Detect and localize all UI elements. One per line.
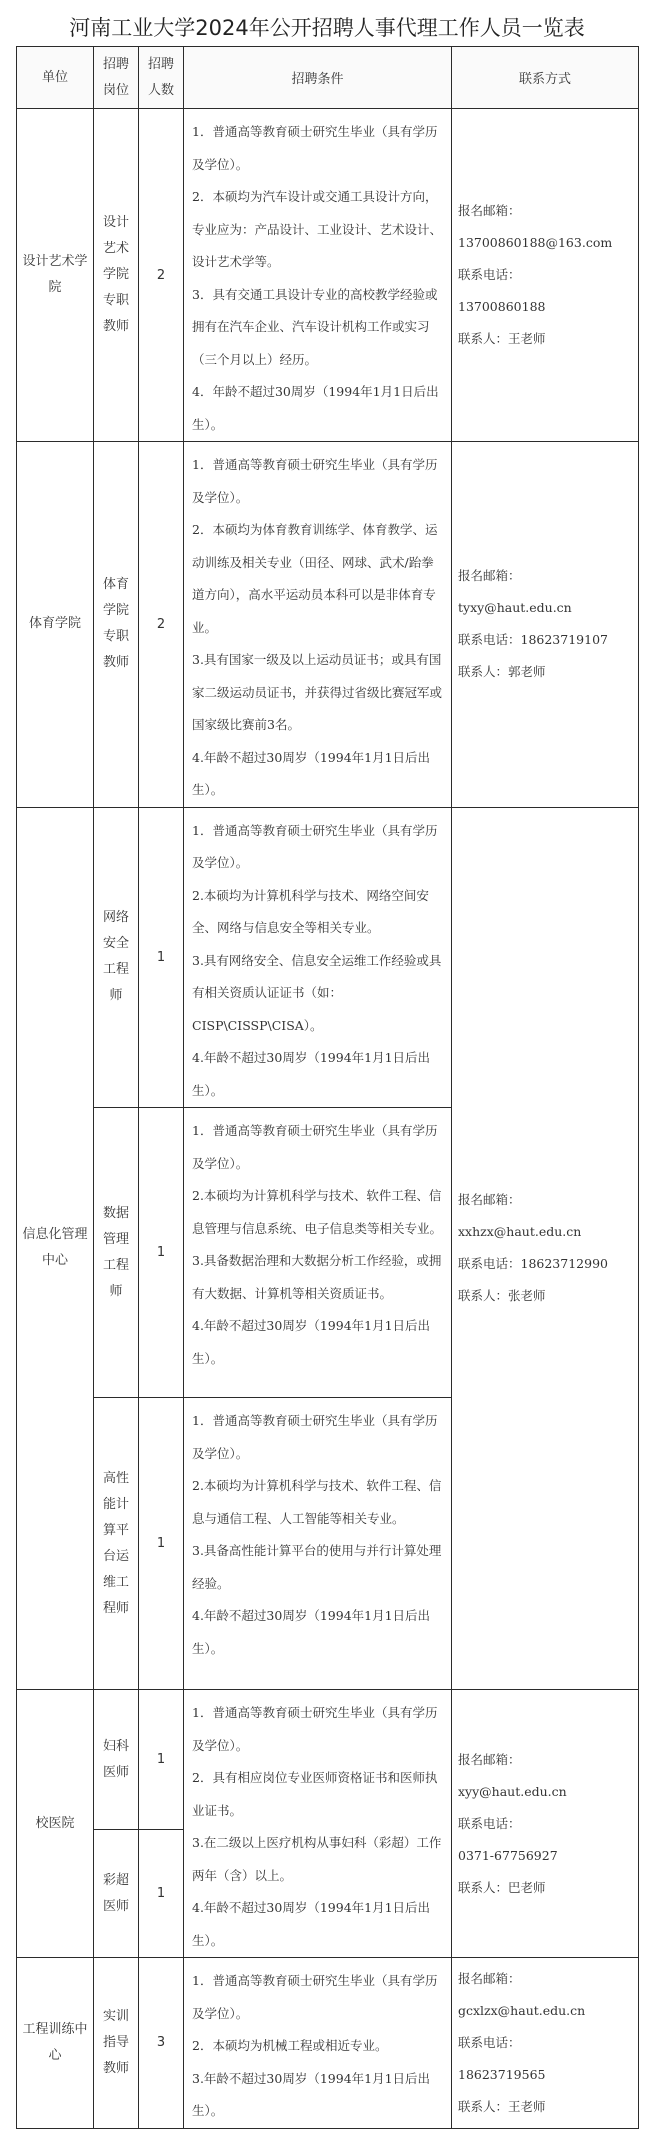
requirement-item: 2．本硕均为汽车设计或交通工具设计方向，专业应为：产品设计、工业设计、艺术设计、设计艺术学等。 (192, 189, 443, 269)
requirement-item: 1．普通高等教育硕士研究生毕业（具有学历及学位）。 (192, 1123, 438, 1171)
requirement-item: 2.本硕均为计算机科学与技术、软件工程、信息管理与信息系统、电子信息类等相关专业。 (192, 1188, 443, 1236)
position-cell: 高性能计算平台运维工程师 (94, 1398, 139, 1690)
count-cell: 1 (139, 1108, 184, 1398)
recruitment-table (16, 46, 639, 2129)
contact-line: 报名邮箱： (458, 203, 521, 218)
table-row (17, 1958, 639, 2129)
unit-cell: 校医院 (17, 1690, 94, 1958)
contact-phone: 联系电话：18623719107 (458, 632, 608, 648)
contact-cell (452, 1958, 639, 2129)
contact-email[interactable]: 13700860188@163.com (458, 235, 613, 250)
requirement-item: 4.年龄不超过30周岁（1994年1月1日后出生）。 (192, 1900, 431, 1948)
table-row (17, 1690, 639, 1830)
contact-email[interactable]: tyxy@haut.edu.cn (458, 600, 572, 616)
requirement-item: 1．普通高等教育硕士研究生毕业（具有学历及学位）。 (192, 1705, 438, 1753)
unit-cell: 设计艺术学院 (17, 109, 94, 442)
requirement-item: 3.具备数据治理和大数据分析工作经验，或拥有大数据、计算机等相关资质证书。 (192, 1253, 442, 1301)
requirement-item: 2.本硕均为计算机科学与技术、网络空间安全、网络与信息安全等相关专业。 (192, 887, 429, 935)
requirement-item: 2.本硕均为计算机科学与技术、软件工程、信息与通信工程、人工智能等相关专业。 (192, 1478, 442, 1526)
position-cell: 设计艺术学院专职教师 (94, 109, 139, 442)
page-title: 河南工业大学2024年公开招聘人事代理工作人员一览表 (69, 16, 585, 40)
requirement-item: 4.年龄不超过30周岁（1994年1月1日后出生）。 (192, 749, 431, 797)
requirement-item: 1．普通高等教育硕士研究生毕业（具有学历及学位）。 (192, 1413, 438, 1461)
requirement-item: 4.年龄不超过30周岁（1994年1月1日后出生）。 (192, 1050, 431, 1098)
requirement-item: 3.具备高性能计算平台的使用与并行计算处理经验。 (192, 1543, 442, 1591)
requirement-item: 4．年龄不超过30周岁（1994年1月1日后出生）。 (192, 384, 439, 432)
table-header-row (17, 47, 639, 109)
position-cell: 妇科医师 (94, 1690, 139, 1830)
count-cell: 1 (139, 1690, 184, 1830)
count-cell: 2 (139, 109, 184, 442)
contact-cell (452, 109, 639, 442)
contact-phone: 联系电话：18623712990 (458, 1256, 608, 1272)
contact-phone: 13700860188 (458, 299, 546, 314)
table-row (17, 442, 639, 808)
requirements-cell (184, 1108, 452, 1398)
contact-phone: 0371-67756927 (458, 1847, 558, 1863)
requirement-item: 2．本硕均为体育教育训练学、体育教学、运动训练及相关专业（田径、网球、武术/跆拳道方向），高水平运动员本科可以是非体育专业。 (192, 522, 438, 635)
requirements-cell (184, 442, 452, 808)
contact-line: 联系人：王老师 (458, 331, 546, 346)
contact-cell (452, 1690, 639, 1958)
contact-line: 报名邮箱： (458, 1192, 521, 1208)
position-cell: 数据管理工程师 (94, 1108, 139, 1398)
header-contact: 联系方式 (452, 47, 639, 109)
contact-line: 报名邮箱： (458, 1751, 521, 1767)
count-cell: 3 (139, 1958, 184, 2129)
requirement-item: 3．具有交通工具设计专业的高校教学经验或拥有在汽车企业、汽车设计机构工作或实习（三个月以上）经历。 (192, 286, 438, 367)
requirement-item: 3.具有国家一级及以上运动员证书；或具有国家二级运动员证书，并获得过省级比赛冠军或国家级比赛前3名。 (192, 652, 443, 732)
requirement-item: 3.年龄不超过30周岁（1994年1月1日后出生）。 (192, 2070, 431, 2118)
table-row (17, 109, 639, 442)
contact-line: 联系人：郭老师 (458, 664, 546, 680)
contact-line: 报名邮箱： (458, 568, 521, 584)
requirements-cell (184, 1690, 452, 1958)
contact-line: 联系电话： (458, 1815, 521, 1831)
unit-cell: 信息化管理中心 (17, 807, 94, 1690)
contact-line: 联系人：巴老师 (458, 1879, 546, 1895)
contact-line: 联系人：张老师 (458, 1288, 546, 1304)
header-count: 招聘人数 (139, 47, 184, 109)
contact-cell (452, 442, 639, 808)
contact-line: 报名邮箱： (458, 1970, 521, 1986)
position-cell: 实训指导教师 (94, 1958, 139, 2129)
unit-cell: 工程训练中心 (17, 1958, 94, 2129)
unit-cell: 体育学院 (17, 442, 94, 808)
position-cell: 体育学院专职教师 (94, 442, 139, 808)
contact-line: 联系电话： (458, 267, 521, 282)
count-cell: 1 (139, 1398, 184, 1690)
requirements-cell (184, 807, 452, 1108)
position-cell: 彩超医师 (94, 1830, 139, 1958)
header-requirements: 招聘条件 (184, 47, 452, 109)
contact-email[interactable]: xyy@haut.edu.cn (458, 1783, 567, 1799)
requirements-cell (184, 1958, 452, 2129)
contact-line: 联系电话： (458, 2034, 521, 2050)
table-row (17, 807, 639, 1108)
position-cell: 网络安全工程师 (94, 807, 139, 1108)
count-cell: 1 (139, 807, 184, 1108)
requirement-item: 4.年龄不超过30周岁（1994年1月1日后出生）。 (192, 1608, 431, 1656)
requirements-cell (184, 109, 452, 442)
requirement-item: 3.具有网络安全、信息安全运维工作经验或具有相关资质认证证书（如：CISP\CISSP\CISA）。 (192, 952, 442, 1033)
header-unit: 单位 (17, 47, 94, 109)
requirement-item: 1．普通高等教育硕士研究生毕业（具有学历及学位）。 (192, 1973, 438, 2021)
requirement-item: 2．具有相应岗位专业医师资格证书和医师执业证书。 (192, 1770, 438, 1818)
count-cell: 2 (139, 442, 184, 808)
contact-cell (452, 807, 639, 1690)
count-cell: 1 (139, 1830, 184, 1958)
requirement-item: 1．普通高等教育硕士研究生毕业（具有学历及学位）。 (192, 124, 438, 172)
requirement-item: 4.年龄不超过30周岁（1994年1月1日后出生）。 (192, 1318, 431, 1366)
contact-phone: 18623719565 (458, 2066, 546, 2082)
requirement-item: 1．普通高等教育硕士研究生毕业（具有学历及学位）。 (192, 457, 438, 505)
contact-email[interactable]: xxhzx@haut.edu.cn (458, 1224, 582, 1240)
requirement-item: 2．本硕均为机械工程或相近专业。 (192, 2038, 388, 2053)
requirement-item: 1．普通高等教育硕士研究生毕业（具有学历及学位）。 (192, 822, 438, 870)
requirement-item: 3.在二级以上医疗机构从事妇科（彩超）工作两年（含）以上。 (192, 1835, 442, 1883)
contact-email[interactable]: gcxlzx@haut.edu.cn (458, 2002, 586, 2018)
contact-line: 联系人：王老师 (458, 2098, 546, 2114)
header-position: 招聘岗位 (94, 47, 139, 109)
requirements-cell (184, 1398, 452, 1690)
